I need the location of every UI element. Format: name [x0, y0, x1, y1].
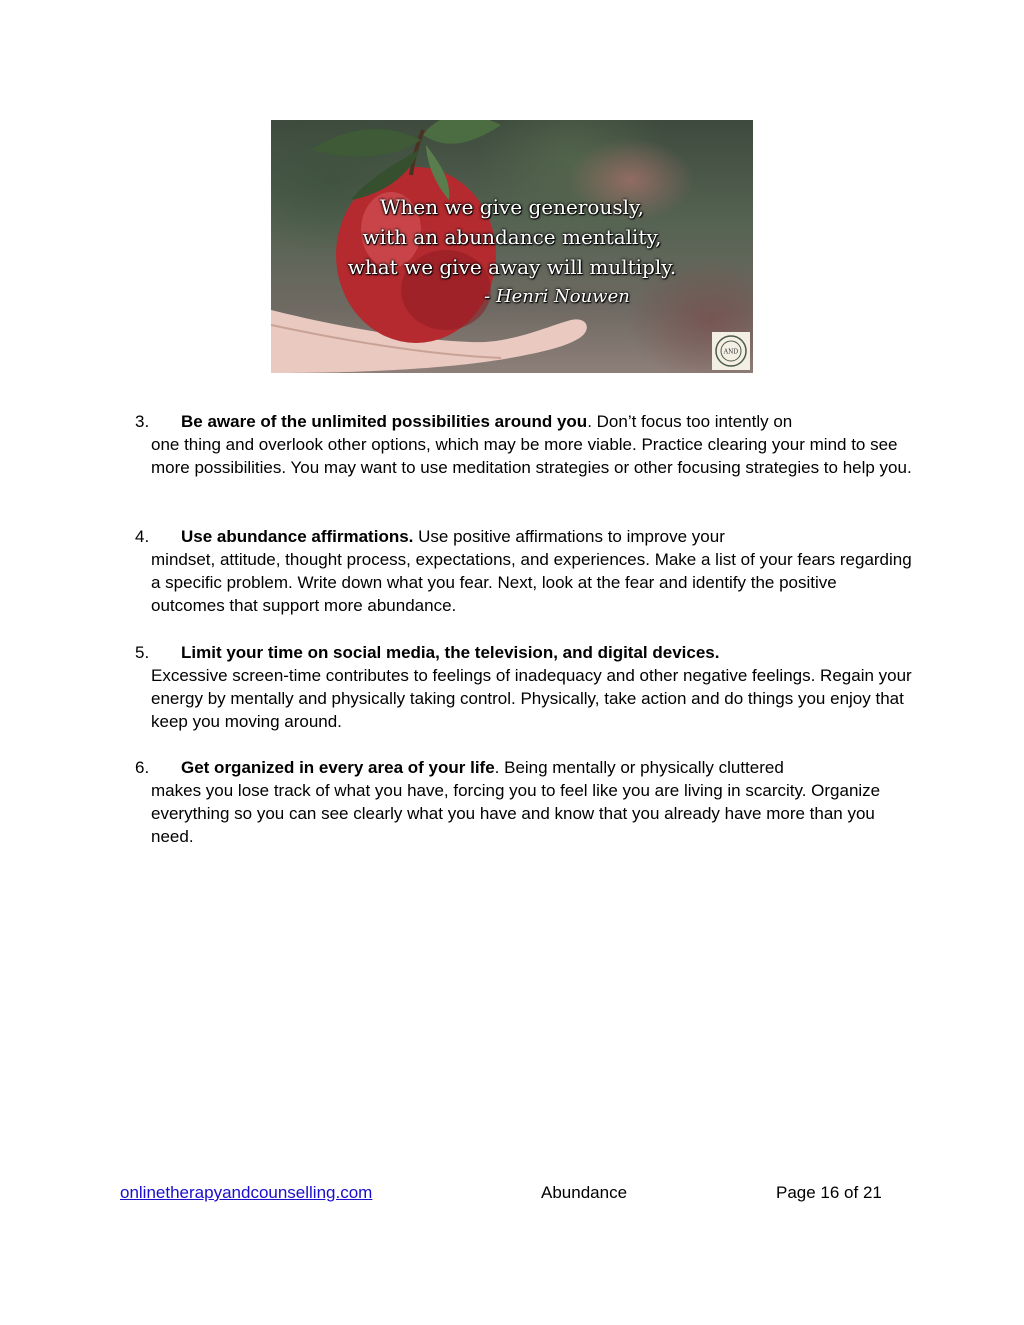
quote-author: - Henri Nouwen — [484, 286, 630, 307]
page-number: Page 16 of 21 — [776, 1183, 882, 1202]
item-text: . Don’t focus too intently on — [587, 412, 793, 431]
item-text: . Being mentally or physically cluttered — [494, 758, 784, 777]
list-item — [135, 641, 915, 733]
item-body: one thing and overlook other options, which may be more viable. Practice clearing your mind to see more possibilities. You may want to use meditation strategies or other focusing strategies to help you. — [151, 435, 912, 477]
item-heading: Get organized in every area of your life — [181, 758, 495, 777]
hero-quote-image — [271, 120, 753, 373]
hero-quote — [271, 192, 753, 312]
item-number: 4. — [135, 527, 150, 546]
item-body: Excessive screen-time contributes to feelings of inadequacy and other negative feelings. Regain your energy by mentally and physically taking control. Physically, take action and do things you enjoy that keep you moving around. — [151, 666, 912, 731]
item-heading: Limit your time on social media, the television, and digital devices. — [181, 643, 720, 662]
list-item — [135, 410, 915, 479]
website-link[interactable]: onlinetherapyandcounselling.com — [120, 1183, 373, 1202]
seal-icon — [714, 334, 748, 368]
item-number: 6. — [135, 758, 150, 777]
document-title: Abundance — [541, 1183, 628, 1202]
quote-line: When we give generously, — [379, 195, 644, 219]
seal-text: AND — [723, 348, 739, 356]
logo-seal — [712, 332, 750, 370]
item-body: makes you lose track of what you have, forcing you to feel like you are living in scarcity. Organize everything so you can see clearly what you have and know that you already have more than you need. — [151, 781, 881, 846]
item-heading: Use abundance affirmations. — [181, 527, 414, 546]
item-body: mindset, attitude, thought process, expectations, and experiences. Make a list of your fears regarding a specific problem. Write down what you fear. Next, look at the fear and identify the positive outcomes that support more abundance. — [151, 550, 912, 615]
list-item — [135, 756, 915, 848]
quote-line: what we give away will multiply. — [347, 255, 677, 279]
item-number: 3. — [135, 412, 150, 431]
item-number: 5. — [135, 643, 150, 662]
item-text: Use positive affirmations to improve your — [413, 527, 725, 546]
quote-line: with an abundance mentality, — [362, 225, 662, 249]
item-heading: Be aware of the unlimited possibilities around you — [181, 412, 588, 431]
list-item — [135, 525, 915, 617]
